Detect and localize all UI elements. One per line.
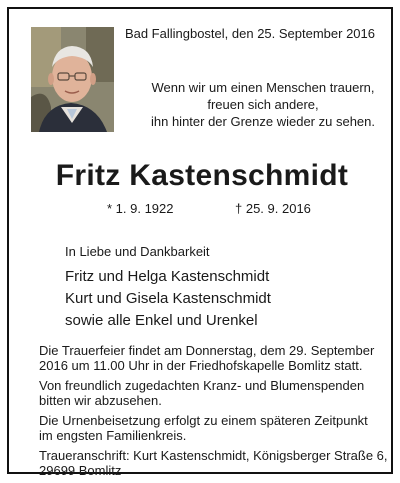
mourner-line: Fritz und Helga Kastenschmidt	[65, 268, 270, 285]
mourners-intro: In Liebe und Dankbarkeit	[65, 244, 210, 259]
portrait-photo	[31, 27, 114, 132]
notice-line: Von freundlich zugedachten Kranz- und Blumenspenden	[39, 378, 365, 393]
mourners-list	[65, 266, 271, 332]
place-and-date: Bad Fallingbostel, den 25. September 2016	[124, 26, 375, 41]
death-date: † 25. 9. 2016	[235, 201, 311, 216]
mourner-line: sowie alle Enkel und Urenkel	[65, 312, 258, 329]
notice-line: Die Trauerfeier findet am Donnerstag, dem 29. September	[39, 343, 375, 358]
poem-line: Wenn wir um einen Menschen trauern,	[151, 80, 375, 95]
flowers-notice	[39, 378, 389, 408]
poem-line: ihn hinter der Grenze wieder zu sehen.	[150, 114, 375, 129]
mourning-address	[39, 448, 389, 478]
notice-line: im engsten Familienkreis.	[39, 428, 187, 443]
obituary-frame	[7, 7, 393, 478]
urn-burial-notice	[39, 413, 389, 443]
notice-line: bitten wir abzusehen.	[39, 393, 162, 408]
notice-line: Traueranschrift: Kurt Kastenschmidt, Königsberger Straße 6,	[39, 448, 388, 463]
funeral-service-notice	[39, 343, 389, 373]
notice-line: Die Urnenbeisetzung erfolgt zu einem späteren Zeitpunkt	[39, 413, 368, 428]
notices	[39, 343, 389, 483]
notice-line: 2016 um 11.00 Uhr in der Friedhofskapelle Bomlitz statt.	[39, 358, 363, 373]
poem-line: freuen sich andere,	[207, 97, 319, 112]
memorial-poem	[139, 79, 387, 130]
birth-date: * 1. 9. 1922	[107, 201, 174, 216]
deceased-name: Fritz Kastenschmidt	[55, 159, 349, 192]
notice-line: 29699 Bomlitz	[39, 463, 122, 478]
mourner-line: Kurt und Gisela Kastenschmidt	[65, 290, 271, 307]
